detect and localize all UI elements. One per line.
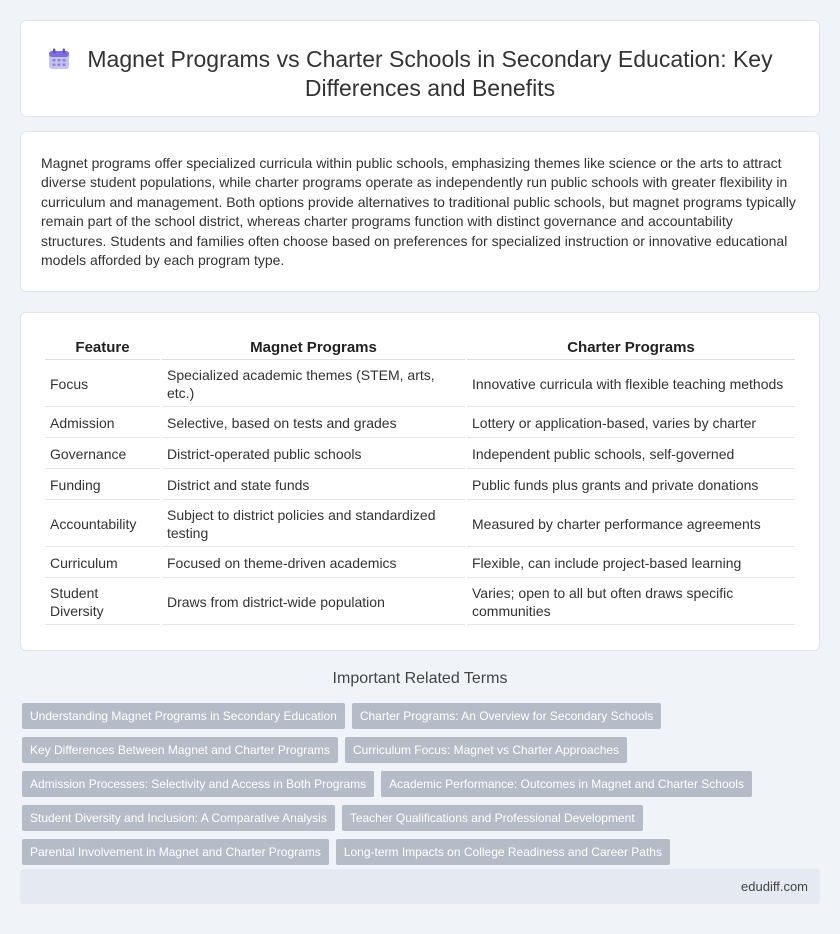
- related-terms-list: [22, 703, 822, 873]
- table-row: [45, 471, 795, 500]
- table-cell: Flexible, can include project-based learning: [467, 549, 795, 578]
- table-cell: Funding: [45, 471, 160, 500]
- related-term-link[interactable]: Student Diversity and Inclusion: A Comparative Analysis: [22, 805, 335, 831]
- table-cell: Curriculum: [45, 549, 160, 578]
- comparison-table-card: [20, 312, 820, 651]
- comparison-table: [43, 331, 797, 627]
- header-card: [20, 20, 820, 117]
- related-term-link[interactable]: Teacher Qualifications and Professional Development: [342, 805, 643, 831]
- table-cell: Measured by charter performance agreements: [467, 502, 795, 547]
- table-cell: Lottery or application-based, varies by charter: [467, 409, 795, 438]
- footer-site-link[interactable]: edudiff.com: [741, 879, 808, 894]
- table-cell: Selective, based on tests and grades: [162, 409, 465, 438]
- table-row: [45, 362, 795, 407]
- table-row: [45, 502, 795, 547]
- table-cell: Specialized academic themes (STEM, arts, etc.): [162, 362, 465, 407]
- table-cell: Focus: [45, 362, 160, 407]
- table-header-charter: Charter Programs: [467, 333, 795, 360]
- related-term-link[interactable]: Parental Involvement in Magnet and Charter Programs: [22, 839, 329, 865]
- related-term-link[interactable]: Charter Programs: An Overview for Secondary Schools: [352, 703, 661, 729]
- related-terms-heading: Important Related Terms: [332, 670, 508, 687]
- related-term-link[interactable]: Curriculum Focus: Magnet vs Charter Approaches: [345, 737, 627, 763]
- intro-paragraph: Magnet programs offer specialized curricula within public schools, emphasizing themes like science or the arts to attract diverse student populations, while charter programs operate as independently run public schools with greater flexibility in curriculum and management. Both options provide alternatives to traditional public schools, but magnet programs typically remain part of the school district, whereas charter programs function with distinct governance and accountability structures. Students and families often choose based on preferences for specialized instruction or innovative educational models afforded by each program type.: [41, 155, 796, 269]
- table-cell: Varies; open to all but often draws specific communities: [467, 580, 795, 625]
- table-cell: Subject to district policies and standardized testing: [162, 502, 465, 547]
- table-header-feature: Feature: [45, 333, 160, 360]
- related-term-link[interactable]: Academic Performance: Outcomes in Magnet and Charter Schools: [381, 771, 752, 797]
- table-cell: Focused on theme-driven academics: [162, 549, 465, 578]
- table-cell: Accountability: [45, 502, 160, 547]
- related-term-link[interactable]: Understanding Magnet Programs in Secondary Education: [22, 703, 345, 729]
- table-cell: Public funds plus grants and private donations: [467, 471, 795, 500]
- table-row: [45, 440, 795, 469]
- footer: [20, 869, 820, 904]
- table-cell: Draws from district-wide population: [162, 580, 465, 625]
- related-term-link[interactable]: Admission Processes: Selectivity and Access in Both Programs: [22, 771, 374, 797]
- table-header-magnet: Magnet Programs: [162, 333, 465, 360]
- table-row: [45, 409, 795, 438]
- related-term-link[interactable]: Key Differences Between Magnet and Charter Programs: [22, 737, 338, 763]
- table-cell: District and state funds: [162, 471, 465, 500]
- related-term-link[interactable]: Long-term Impacts on College Readiness and Career Paths: [336, 839, 670, 865]
- table-row: [45, 549, 795, 578]
- intro-card: [20, 131, 820, 292]
- table-row: [45, 580, 795, 625]
- table-cell: Student Diversity: [45, 580, 160, 625]
- table-cell: Admission: [45, 409, 160, 438]
- table-cell: Innovative curricula with flexible teaching methods: [467, 362, 795, 407]
- table-cell: Independent public schools, self-governed: [467, 440, 795, 469]
- table-cell: Governance: [45, 440, 160, 469]
- table-cell: District-operated public schools: [162, 440, 465, 469]
- page-title: Magnet Programs vs Charter Schools in Secondary Education: Key Differences and Benefits: [87, 46, 773, 101]
